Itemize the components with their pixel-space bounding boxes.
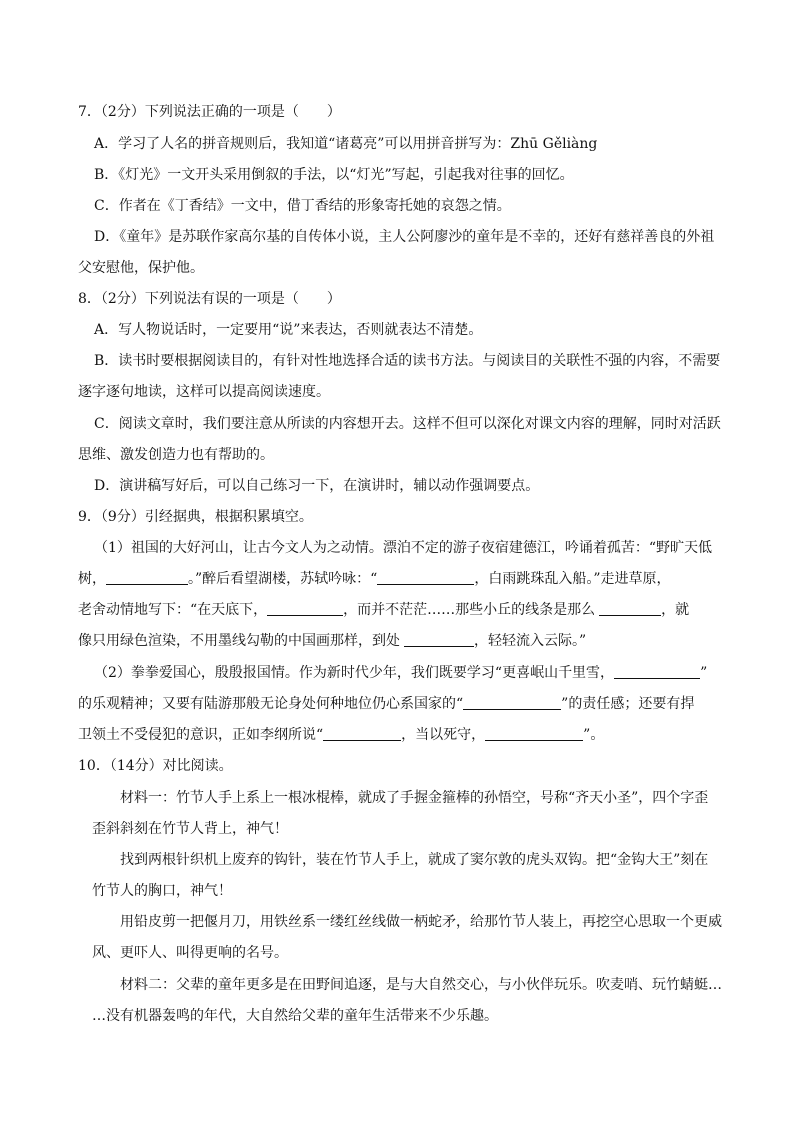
q9-text: 卫领土不受侵犯的意识，正如李纲所说“ bbox=[78, 727, 324, 743]
q7-stem: 7．（2分）下列说法正确的一项是（ ） bbox=[78, 104, 341, 120]
q9-text: ，就 bbox=[661, 602, 690, 618]
q9-part2-line2 bbox=[78, 695, 694, 713]
q9-text: ，当以死守， bbox=[401, 727, 486, 743]
q9-part1-line3 bbox=[78, 601, 689, 619]
material1-line1: 材料一：竹节人手上系上一根冰棍棒，就成了手握金箍棒的孙悟空，号称“齐天小圣”，四个字歪 bbox=[120, 790, 709, 806]
q9-text: ，白雨跳珠乱入船。”走进草原， bbox=[474, 571, 671, 587]
fill-blank-2[interactable] bbox=[377, 570, 474, 585]
q9-text: 树， bbox=[78, 571, 106, 587]
material1-line2: 歪斜斜刻在竹节人背上，神气！ bbox=[92, 821, 288, 837]
q9-text: 老舍动情地写下：“在天底下， bbox=[78, 602, 268, 618]
q9-text: （2）拳拳爱国心，殷殷报国情。作为新时代少年，我们既要学习“更喜岷山千里雪， bbox=[94, 665, 615, 681]
q7-option-d-line1: D．《童年》是苏联作家高尔基的自传体小说，主人公阿廖沙的童年是不幸的，还好有慈祥善良的外祖 bbox=[94, 229, 715, 245]
q7-option-c: C．作者在《丁香结》一文中，借丁香结的形象寄托她的哀怨之情。 bbox=[94, 198, 511, 214]
q9-part1-line2 bbox=[78, 570, 671, 588]
material1-line3: 找到两根针织机上废弃的钩针，装在竹节人手上，就成了窦尔敦的虎头双钩。把“金钩大王”刻在 bbox=[120, 852, 709, 868]
q9-part1-line4 bbox=[78, 632, 586, 650]
q8-stem: 8．（2分）下列说法有误的一项是（ ） bbox=[78, 291, 341, 307]
q9-text: ” bbox=[700, 665, 708, 681]
q9-text: 。”醉后看望湖楼，苏轼吟咏：“ bbox=[188, 571, 378, 587]
q10-stem: 10．（14分）对比阅读。 bbox=[78, 758, 233, 774]
q9-text: ，轻轻流入云际。” bbox=[474, 633, 587, 649]
q7-option-a: A．学习了人名的拼音规则后，我知道“诸葛亮”可以用拼音拼写为：Zhū Gěliàng bbox=[94, 136, 598, 152]
q8-option-b-line2: 逐字逐句地读，这样可以提高阅读速度。 bbox=[78, 384, 330, 400]
fill-blank-5[interactable] bbox=[404, 632, 474, 647]
q9-part1-line1: （1）祖国的大好河山，让古今文人为之动情。漂泊不定的游子夜宿建德江，吟诵着孤苦：“野旷天低 bbox=[94, 540, 713, 556]
material2-line2: …没有机器轰鸣的年代，大自然给父辈的童年生活带来不少乐趣。 bbox=[92, 1008, 498, 1024]
q9-part2-line1 bbox=[94, 664, 707, 682]
q9-text: ”。 bbox=[583, 727, 605, 743]
q9-part2-line3 bbox=[78, 726, 604, 744]
q8-option-a: A．写人物说话时，一定要用“说”来表达，否则就表达不清楚。 bbox=[94, 322, 483, 338]
fill-blank-1[interactable] bbox=[106, 570, 188, 585]
q9-text: ”的责任感；还要有捍 bbox=[561, 696, 695, 712]
q8-option-c-line1: C．阅读文章时，我们要注意从所读的内容想开去。这样不但可以深化对课文内容的理解，同时对活跃 bbox=[94, 416, 721, 432]
q7-option-d-line2: 父安慰他，保护他。 bbox=[78, 260, 204, 276]
material2-line1: 材料二：父辈的童年更多是在田野间追逐，是与大自然交心，与小伙伴玩乐。吹麦哨、玩竹蜻蜓… bbox=[120, 977, 722, 993]
fill-blank-7[interactable] bbox=[463, 695, 561, 710]
q8-option-c-line2: 思维、激发创造力也有帮助的。 bbox=[78, 447, 274, 463]
q8-option-d: D．演讲稿写好后，可以自己练习一下，在演讲时，辅以动作强调要点。 bbox=[94, 478, 540, 494]
material1-line4: 竹节人的胸口，神气！ bbox=[92, 883, 232, 899]
q9-text: ，而并不茫茫……那些小丘的线条是那么 bbox=[343, 602, 596, 618]
fill-blank-4[interactable] bbox=[599, 601, 661, 616]
q8-option-b-line1: B．读书时要根据阅读目的，有针对性地选择合适的读书方法。与阅读目的关联性不强的内容，不需要 bbox=[94, 353, 721, 369]
q9-stem: 9．（9分）引经据典，根据积累填空。 bbox=[78, 509, 313, 525]
fill-blank-9[interactable] bbox=[485, 726, 583, 741]
material1-line5: 用铅皮剪一把偃月刀，用铁丝系一缕红丝线做一柄蛇矛，给那竹节人装上，再挖空心思取一个更威 bbox=[120, 914, 722, 930]
q9-text: 像只用绿色渲染，不用墨线勾勒的中国画那样，到处 bbox=[78, 633, 400, 649]
fill-blank-3[interactable] bbox=[267, 601, 343, 616]
material1-line6: 风、更吓人、叫得更响的名号。 bbox=[92, 945, 288, 961]
q7-option-b: B．《灯光》一文开头采用倒叙的手法，以“灯光”写起，引起我对往事的回忆。 bbox=[94, 167, 574, 183]
fill-blank-8[interactable] bbox=[323, 726, 401, 741]
fill-blank-6[interactable] bbox=[614, 664, 700, 679]
q9-text: 的乐观精神；又要有陆游那般无论身处何种地位仍心系国家的“ bbox=[78, 696, 464, 712]
